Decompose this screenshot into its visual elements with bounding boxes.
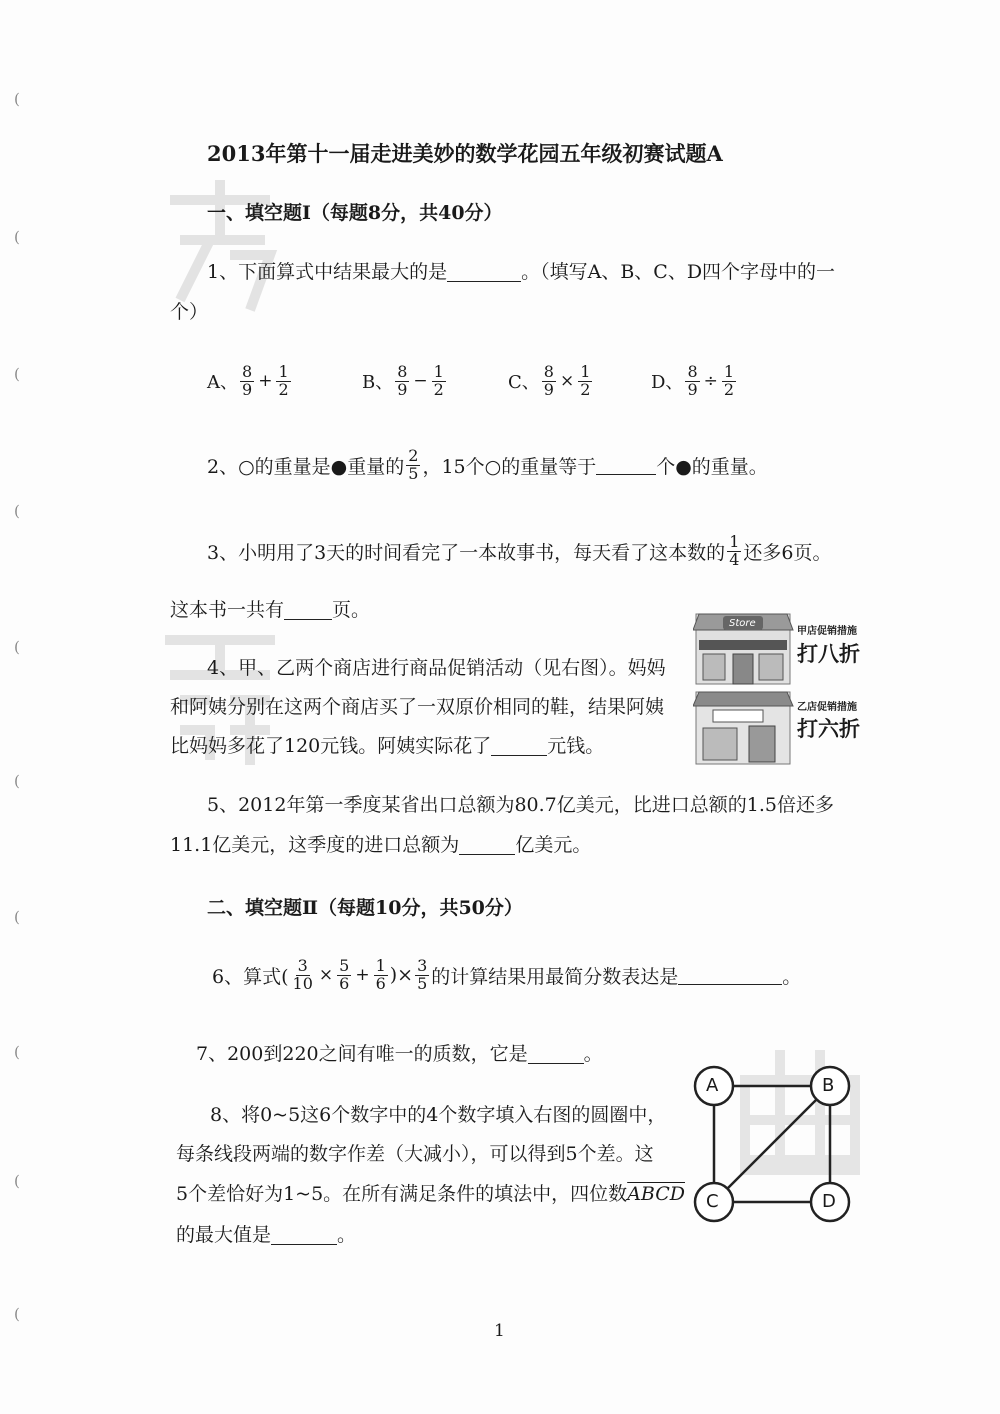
question-8: 8、将0~5这6个数字中的4个数字填入右图的圆圈中， [210,1104,667,1126]
watermark [150,170,290,323]
overline-abcd: ABCD [627,1183,685,1205]
question-5-line2: 11.1亿美元，这季度的进口总额为 亿美元。 [170,834,592,856]
binder-hole: ( [14,90,20,108]
binder-hole: ( [14,1043,20,1061]
question-8-line4: 的最大值是 。 [176,1224,357,1246]
node-b-label: B [822,1075,835,1096]
question-8-line3: 5个差恰好为1~5。在所有满足条件的填法中，四位数ABCD [176,1183,685,1205]
section-heading: 二、填空题Ⅱ（每题10分，共50分） [207,897,523,919]
node-c-label: C [706,1191,719,1212]
question-1: 1、下面算式中结果最大的是 。（填写A、B、C、D四个字母中的一 [207,261,836,283]
store-b-offer: 打六折 [797,717,860,741]
answer-blank[interactable] [284,601,332,620]
option-b: B、 $\frac{8}{9}$ − $\frac{1}{2}$ [362,362,444,399]
answer-blank[interactable] [447,263,521,282]
question-5: 5、2012年第一季度某省出口总额为80.7亿美元，比进口总额的1.5倍还多 [207,794,834,816]
question-7: 7、200到220之间有唯一的质数，它是 。 [196,1043,603,1065]
binder-hole: ( [14,365,20,383]
binder-hole: ( [14,228,20,246]
node-d-label: D [822,1191,836,1212]
section-heading: 一、填空题Ⅰ（每题8分，共40分） [207,202,503,224]
binder-hole: ( [14,638,20,656]
binder-hole: ( [14,772,20,790]
store-b-caption: 乙店促销措施 [797,702,857,713]
answer-blank[interactable] [271,1226,337,1245]
graph-diagram [690,1062,854,1226]
store-a-sign: Store [729,618,756,629]
question-8-line2: 每条线段两端的数字作差（大减小），可以得到5个差。这 [176,1143,654,1165]
store-a-caption: 甲店促销措施 [797,626,857,637]
answer-blank[interactable] [678,966,782,985]
store-illustration [693,610,863,768]
question-4-line3: 比妈妈多花了120元钱。阿姨实际花了 元钱。 [170,735,605,757]
question-3-continued: 这本书一共有 页。 [170,599,371,621]
question-4: 4、甲、乙两个商店进行商品促销活动（见右图）。妈妈 [207,657,666,679]
binder-hole: ( [14,1172,20,1190]
option-c: C、 $\frac{8}{9}$ × $\frac{1}{2}$ [508,362,591,399]
node-a-label: A [706,1075,719,1096]
answer-blank[interactable] [491,737,547,756]
question-6: 6、算式( $\frac{3}{10}$ × $\frac{5}{6}$ + $\frac{1}{6}$ )× $\frac{3}{5}$ 的计算结果用最简分数表达是 。 [212,956,802,993]
edge-bc [714,1086,830,1202]
answer-blank[interactable] [528,1045,584,1064]
option-d: D、 $\frac{8}{9}$ ÷ $\frac{1}{2}$ [651,362,735,399]
page-title: 2013年第十一届走进美妙的数学花园五年级初赛试题A [207,141,723,166]
store-a-offer: 打八折 [797,642,860,666]
question-2: 2、○的重量是●重量的 $\frac{2}{5}$ ，15个○的重量等于 个●的重量。 [207,446,768,483]
binder-hole: ( [14,908,20,926]
binder-hole: ( [14,502,20,520]
question-4-line2: 和阿姨分别在这两个商店买了一双原价相同的鞋，结果阿姨 [170,696,665,718]
option-a: A、 $\frac{8}{9}$ + $\frac{1}{2}$ [207,362,289,399]
question-1-continued: 个） [170,301,209,323]
question-3: 3、小明用了3天的时间看完了一本故事书，每天看了这本数的 $\frac{1}{4}$ 还多6页。 [207,532,832,569]
answer-blank[interactable] [596,456,656,475]
binder-hole: ( [14,1305,20,1323]
page-number: 1 [494,1321,505,1341]
answer-blank[interactable] [459,836,515,855]
